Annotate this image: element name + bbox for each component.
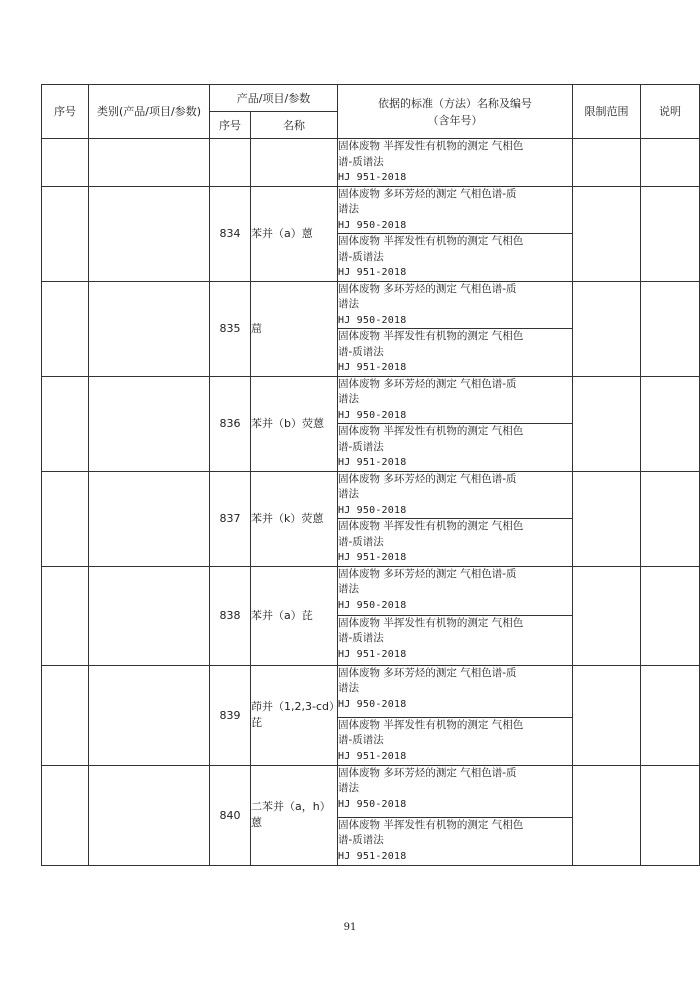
header-row-top bbox=[42, 85, 700, 112]
cell-category bbox=[89, 566, 210, 665]
method-line: 谱-质谱法 bbox=[338, 155, 384, 168]
cell-method bbox=[338, 281, 573, 329]
cell-note bbox=[641, 471, 700, 566]
cell-note bbox=[641, 139, 700, 187]
method-line: 固体废物 多环芳烃的测定 气相色谱-质 bbox=[338, 567, 517, 580]
cell-name: 二苯并（a，h）蒽 bbox=[251, 765, 338, 865]
method-code: HJ 951-2018 bbox=[338, 457, 407, 468]
method-line: 谱-质谱法 bbox=[338, 535, 384, 548]
header-standard: 依据的标准（方法）名称及编号（含年号） bbox=[338, 85, 573, 139]
table-row bbox=[42, 376, 700, 424]
method-code: HJ 951-2018 bbox=[338, 267, 407, 278]
table-row bbox=[42, 471, 700, 519]
cell-name: 苯并（a）蒽 bbox=[251, 186, 338, 281]
cell-method bbox=[338, 139, 573, 187]
method-line: 固体废物 多环芳烃的测定 气相色谱-质 bbox=[338, 377, 517, 390]
cell-method bbox=[338, 376, 573, 424]
method-line: 谱法 bbox=[338, 298, 360, 310]
method-line: 谱-质谱法 bbox=[338, 250, 384, 263]
cell-sub-seq: 834 bbox=[210, 186, 251, 281]
method-line: 固体废物 半挥发性有机物的测定 气相色 bbox=[338, 425, 524, 437]
cell-note bbox=[641, 281, 700, 376]
table-row-continuation bbox=[42, 139, 700, 187]
method-line: 谱法 bbox=[338, 682, 360, 694]
method-line: 谱法 bbox=[338, 393, 360, 405]
header-category: 类别(产品/项目/参数) bbox=[89, 85, 210, 139]
cell-sub-seq: 838 bbox=[210, 566, 251, 665]
cell-method bbox=[338, 234, 573, 282]
method-code: HJ 951-2018 bbox=[338, 648, 407, 660]
method-line: 固体废物 半挥发性有机物的测定 气相色 bbox=[338, 330, 524, 342]
method-line: 固体废物 多环芳烃的测定 气相色谱-质 bbox=[338, 472, 517, 485]
cell-seq bbox=[42, 281, 89, 376]
cell-limit bbox=[573, 765, 641, 865]
method-line: 固体废物 半挥发性有机物的测定 气相色 bbox=[338, 718, 524, 731]
cell-method bbox=[338, 566, 573, 615]
method-line: 谱法 bbox=[338, 488, 360, 500]
table-row bbox=[42, 665, 700, 717]
cell-name: 苯并（k）荧蒽 bbox=[251, 471, 338, 566]
cell-limit bbox=[573, 376, 641, 471]
cell-method bbox=[338, 665, 573, 717]
cell-method bbox=[338, 765, 573, 817]
cell-name: 苯并（a）芘 bbox=[251, 566, 338, 665]
cell-sub-seq: 840 bbox=[210, 765, 251, 865]
standards-table bbox=[41, 84, 700, 866]
header-sub-name: 名称 bbox=[251, 112, 338, 139]
method-code: HJ 951-2018 bbox=[338, 362, 407, 373]
cell-limit bbox=[573, 186, 641, 281]
table-body bbox=[42, 139, 700, 866]
method-code: HJ 951-2018 bbox=[338, 850, 407, 862]
cell-sub-seq: 835 bbox=[210, 281, 251, 376]
cell-note bbox=[641, 665, 700, 765]
method-code: HJ 950-2018 bbox=[338, 504, 407, 516]
cell-seq bbox=[42, 376, 89, 471]
cell-category bbox=[89, 765, 210, 865]
method-code: HJ 950-2018 bbox=[338, 314, 407, 326]
cell-seq bbox=[42, 765, 89, 865]
cell-sub-seq bbox=[210, 139, 251, 187]
cell-category bbox=[89, 186, 210, 281]
header-note: 说明 bbox=[641, 85, 700, 139]
cell-method bbox=[338, 519, 573, 567]
table-row bbox=[42, 186, 700, 234]
cell-method bbox=[338, 817, 573, 865]
cell-category bbox=[89, 376, 210, 471]
method-code: HJ 951-2018 bbox=[338, 552, 407, 563]
cell-method bbox=[338, 424, 573, 472]
cell-limit bbox=[573, 281, 641, 376]
method-line: 固体废物 多环芳烃的测定 气相色谱-质 bbox=[338, 187, 517, 200]
table-row bbox=[42, 765, 700, 817]
cell-name: 苯并（b）荧蒽 bbox=[251, 376, 338, 471]
method-line: 谱法 bbox=[338, 782, 360, 794]
cell-method bbox=[338, 717, 573, 765]
cell-limit bbox=[573, 566, 641, 665]
cell-seq bbox=[42, 139, 89, 187]
cell-method bbox=[338, 615, 573, 665]
cell-method bbox=[338, 471, 573, 519]
header-seq: 序号 bbox=[42, 85, 89, 139]
method-line: 固体废物 半挥发性有机物的测定 气相色 bbox=[338, 235, 524, 247]
cell-note bbox=[641, 765, 700, 865]
cell-name: 茚并（1,2,3-cd）芘 bbox=[251, 665, 338, 765]
method-line: 谱法 bbox=[338, 203, 360, 215]
cell-note bbox=[641, 566, 700, 665]
cell-category bbox=[89, 139, 210, 187]
method-code: HJ 950-2018 bbox=[338, 409, 407, 421]
cell-seq bbox=[42, 566, 89, 665]
table-row bbox=[42, 566, 700, 615]
method-line: 谱-质谱法 bbox=[338, 734, 384, 746]
page-number: 91 bbox=[343, 922, 357, 933]
method-line: 谱-质谱法 bbox=[338, 440, 384, 453]
cell-name: 䓛 bbox=[251, 281, 338, 376]
header-sub-seq: 序号 bbox=[210, 112, 251, 139]
header-product-group: 产品/项目/参数 bbox=[210, 85, 338, 112]
cell-sub-seq: 836 bbox=[210, 376, 251, 471]
method-code: HJ 950-2018 bbox=[338, 599, 407, 611]
method-line: 固体废物 半挥发性有机物的测定 气相色 bbox=[338, 818, 524, 831]
method-code: HJ 951-2018 bbox=[338, 750, 407, 762]
method-line: 固体废物 多环芳烃的测定 气相色谱-质 bbox=[338, 282, 517, 295]
cell-limit bbox=[573, 665, 641, 765]
cell-note bbox=[641, 376, 700, 471]
method-code: HJ 951-2018 bbox=[338, 172, 407, 183]
cell-category bbox=[89, 471, 210, 566]
cell-category bbox=[89, 281, 210, 376]
cell-name bbox=[251, 139, 338, 187]
cell-category bbox=[89, 665, 210, 765]
table-row bbox=[42, 281, 700, 329]
method-code: HJ 950-2018 bbox=[338, 698, 407, 710]
method-line: 固体废物 多环芳烃的测定 气相色谱-质 bbox=[338, 666, 517, 679]
method-line: 固体废物 多环芳烃的测定 气相色谱-质 bbox=[338, 766, 517, 779]
cell-seq bbox=[42, 186, 89, 281]
cell-limit bbox=[573, 139, 641, 187]
cell-sub-seq: 837 bbox=[210, 471, 251, 566]
cell-sub-seq: 839 bbox=[210, 665, 251, 765]
method-code: HJ 950-2018 bbox=[338, 798, 407, 810]
cell-note bbox=[641, 186, 700, 281]
cell-method bbox=[338, 186, 573, 234]
method-code: HJ 950-2018 bbox=[338, 219, 407, 231]
method-line: 谱法 bbox=[338, 583, 360, 595]
method-line: 固体废物 半挥发性有机物的测定 气相色 bbox=[338, 140, 524, 152]
method-line: 谱-质谱法 bbox=[338, 345, 384, 358]
method-line: 谱-质谱法 bbox=[338, 632, 384, 644]
method-line: 固体废物 半挥发性有机物的测定 气相色 bbox=[338, 520, 524, 532]
cell-seq bbox=[42, 665, 89, 765]
header-limit: 限制范围 bbox=[573, 85, 641, 139]
method-line: 谱-质谱法 bbox=[338, 834, 384, 846]
cell-seq bbox=[42, 471, 89, 566]
cell-limit bbox=[573, 471, 641, 566]
method-line: 固体废物 半挥发性有机物的测定 气相色 bbox=[338, 616, 524, 629]
cell-method bbox=[338, 329, 573, 377]
